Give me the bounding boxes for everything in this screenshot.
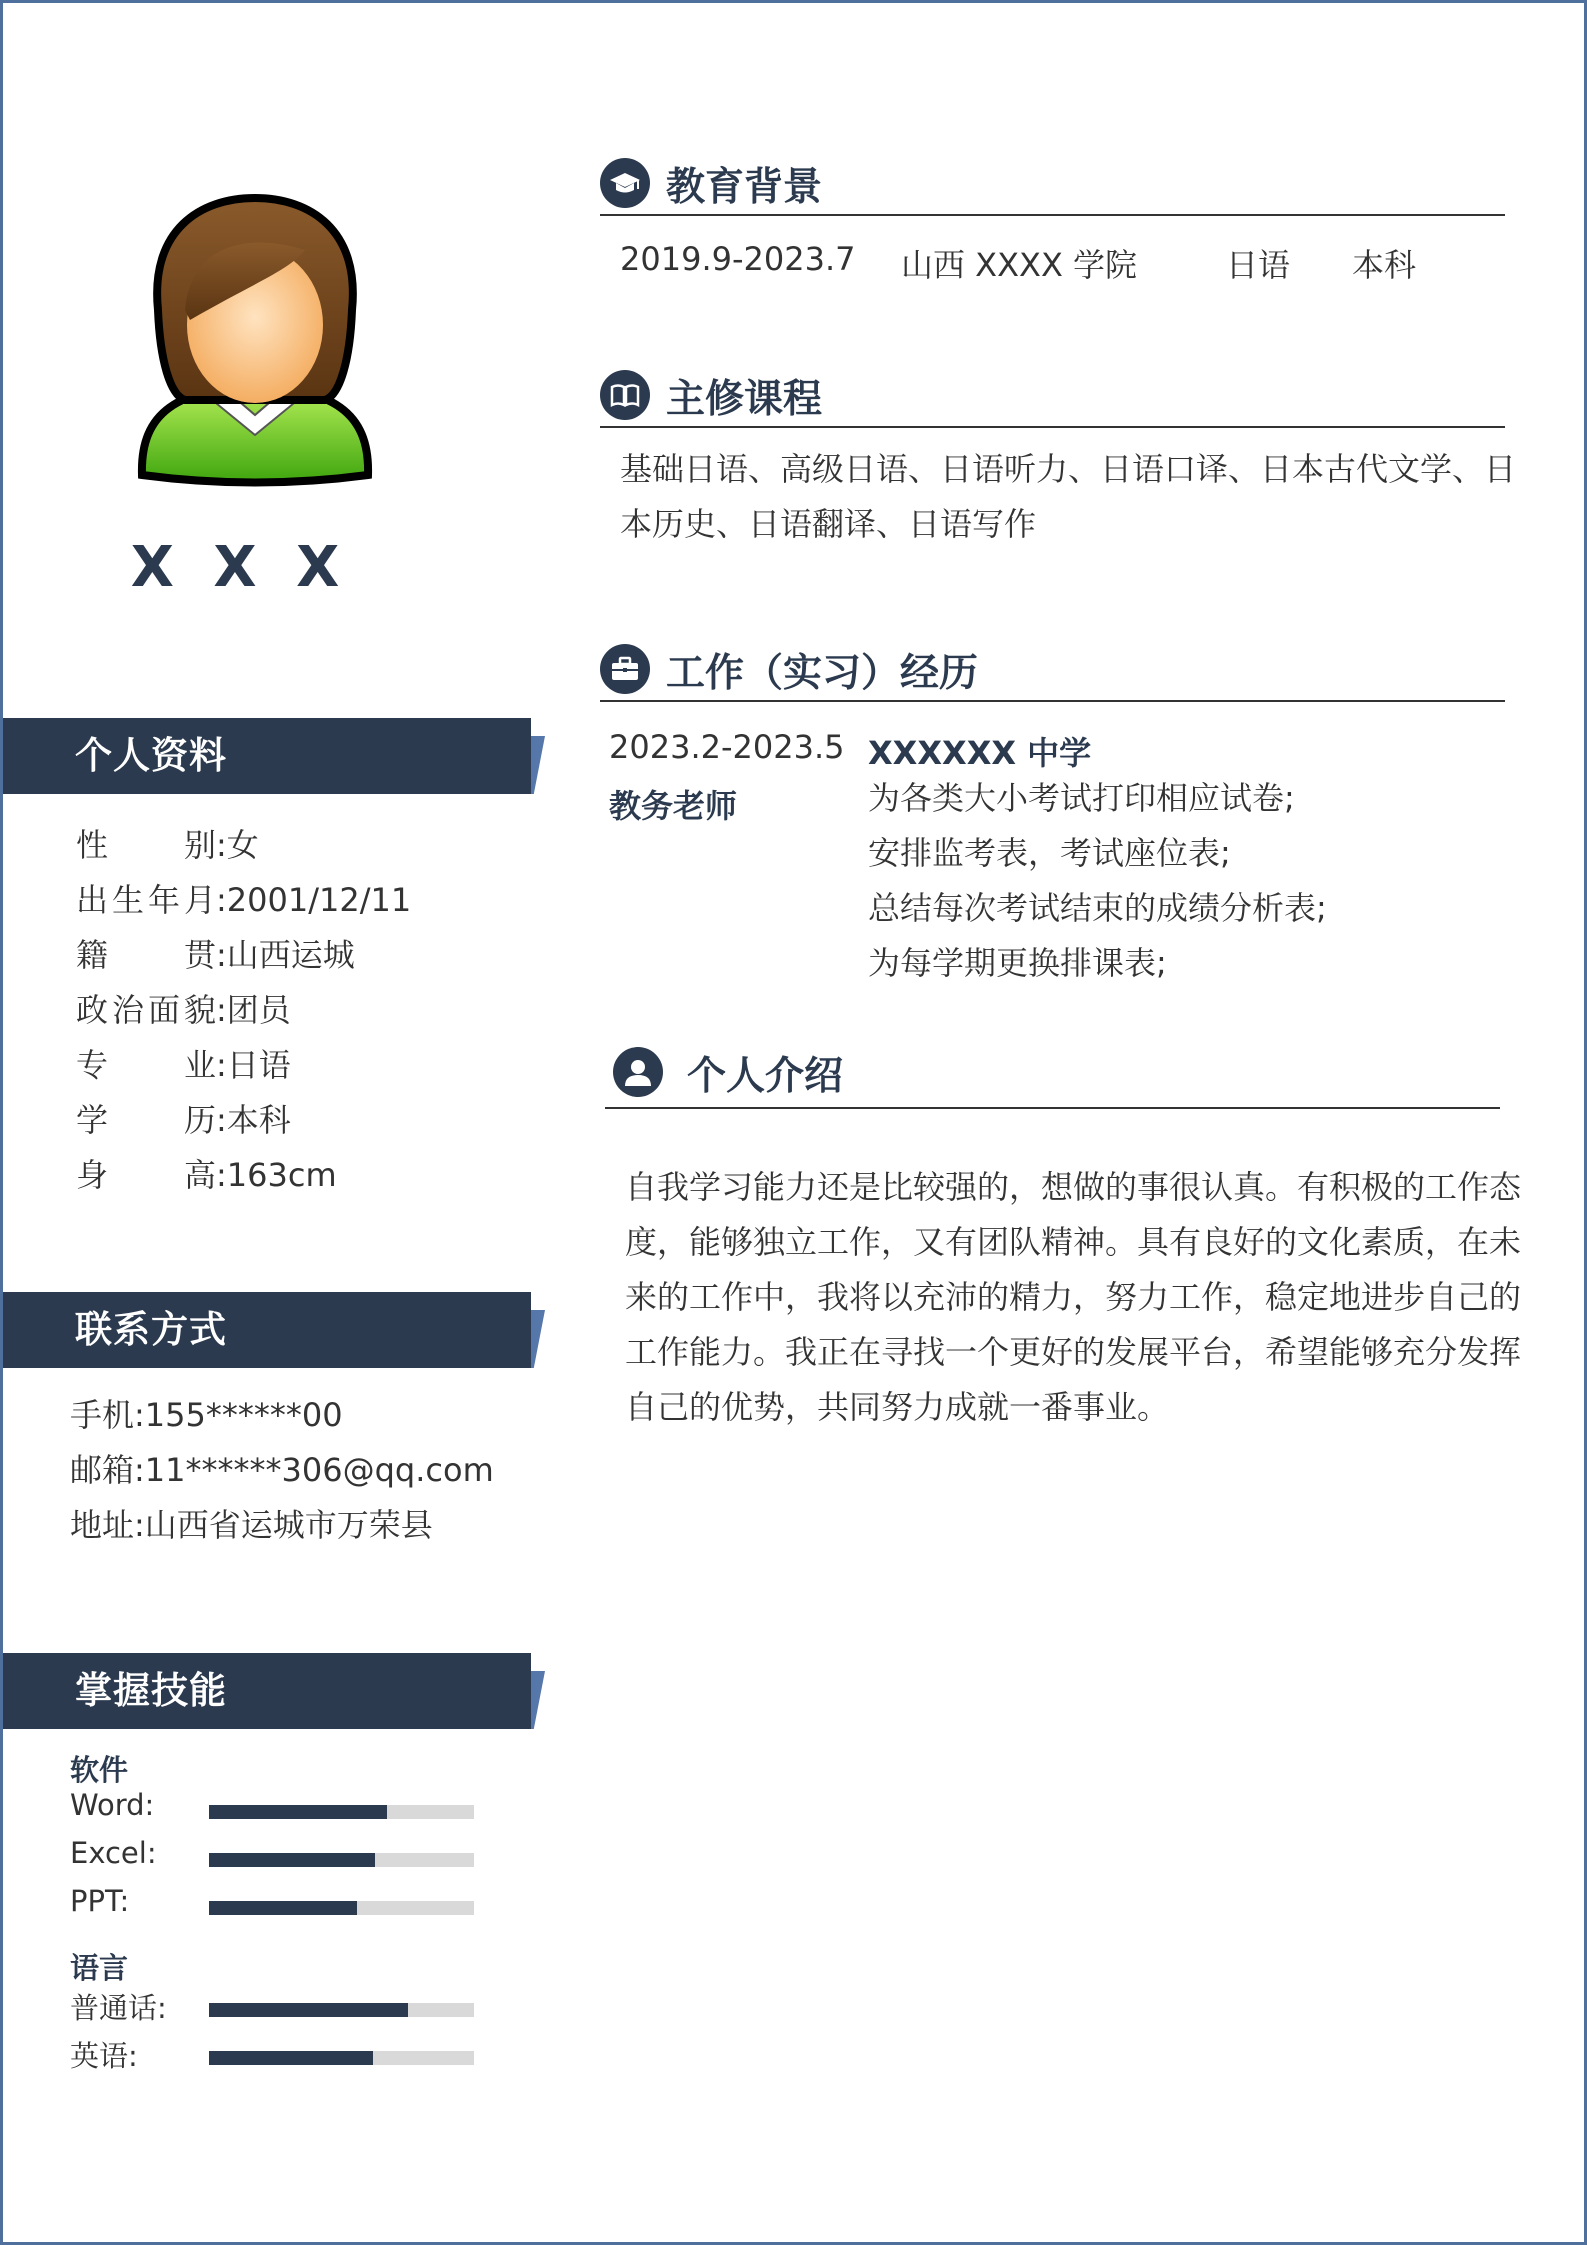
info-label: 身高 — [76, 1156, 216, 1194]
contact-list — [70, 1390, 494, 1555]
contact-label: 邮箱 — [70, 1451, 135, 1489]
skill-group-title: 语言 — [70, 1951, 129, 1985]
info-row-major: 专业:日语 — [76, 1040, 411, 1095]
skill-label: Word: — [70, 1788, 155, 1822]
info-label: 性别 — [76, 826, 216, 864]
skill-bar-fill — [209, 2003, 408, 2017]
skill-bar — [209, 1901, 474, 1915]
skill-row-ppt — [70, 1884, 490, 1932]
intro-text: 自我学习能力还是比较强的，想做的事很认真。有积极的工作态度，能够独立工作，又有团队精神。具有良好的文化素质，在未来的工作中，我将以充沛的精力，努力工作，稳定地进步自己的工作能力。我正在寻找一个更好的发展平台，希望能够充分发挥自己的优势，共同努力成就一番事业。 — [625, 1168, 1522, 1426]
info-value: 2001/12/11 — [226, 881, 412, 919]
skill-label: 英语: — [70, 2039, 138, 2073]
info-value: 山西运城 — [226, 936, 355, 974]
section-title: 主修课程 — [666, 377, 823, 422]
header-accent — [531, 1310, 545, 1368]
section-work — [600, 636, 1505, 996]
education-major: 日语 — [1226, 246, 1291, 284]
info-row-hometown: 籍贯:山西运城 — [76, 930, 411, 985]
skill-bar — [209, 1805, 474, 1819]
info-label: 学历 — [76, 1101, 216, 1139]
section-header — [605, 1035, 1500, 1109]
info-value: 163cm — [226, 1156, 337, 1194]
skill-row-english — [70, 2034, 490, 2082]
education-degree: 本科 — [1352, 246, 1417, 284]
section-header — [600, 362, 1505, 428]
work-company: XXXXXX 中学 — [868, 734, 1092, 772]
section-title: 个人资料 — [75, 734, 227, 777]
section-header-personal — [3, 718, 531, 794]
skill-row-excel — [70, 1836, 490, 1884]
education-school: 山西 XXXX 学院 — [901, 246, 1138, 284]
contact-row-phone: 手机:155******00 — [70, 1396, 343, 1434]
work-duty-item: 安排监考表，考试座位表; — [868, 834, 1231, 872]
section-title: 教育背景 — [666, 165, 823, 210]
contact-value: 11******306@qq.com — [144, 1451, 494, 1489]
skill-bar-fill — [209, 1805, 387, 1819]
info-value: 本科 — [226, 1101, 291, 1139]
info-label: 政治面貌 — [76, 991, 216, 1029]
user-icon — [613, 1047, 663, 1097]
skill-label: 普通话: — [70, 1991, 167, 2025]
graduation-cap-icon — [600, 158, 650, 208]
briefcase-icon — [600, 644, 650, 694]
skills-list — [70, 1748, 490, 2082]
skill-bar-fill — [209, 1853, 375, 1867]
skill-group-title: 软件 — [70, 1753, 129, 1787]
skill-label: PPT: — [70, 1884, 130, 1918]
education-period: 2019.9-2023.7 — [620, 240, 856, 278]
info-value: 女 — [226, 826, 259, 864]
info-value: 日语 — [226, 1046, 291, 1084]
section-intro — [605, 1035, 1522, 1435]
info-label: 出生年月 — [76, 881, 216, 919]
skill-bar — [209, 1853, 474, 1867]
section-title: 掌握技能 — [75, 1669, 227, 1712]
avatar-icon — [130, 190, 380, 490]
skill-bar-fill — [209, 2051, 373, 2065]
skill-bar-fill — [209, 1901, 357, 1915]
contact-value: 山西省运城市万荣县 — [144, 1506, 433, 1544]
header-accent — [531, 736, 545, 794]
section-header-skills — [3, 1653, 531, 1729]
section-education — [600, 150, 1505, 300]
work-duty-item: 为各类大小考试打印相应试卷; — [868, 779, 1295, 817]
section-title: 工作（实习）经历 — [666, 651, 979, 696]
section-header — [600, 636, 1505, 702]
work-role: 教务老师 — [609, 787, 738, 825]
skill-row-mandarin — [70, 1986, 490, 2034]
section-header-contact — [3, 1292, 531, 1368]
section-title: 联系方式 — [75, 1308, 227, 1351]
skill-row-word — [70, 1788, 490, 1836]
contact-label: 地址 — [70, 1506, 135, 1544]
skill-bar — [209, 2051, 474, 2065]
info-label: 籍贯 — [76, 936, 216, 974]
contact-value: 155******00 — [144, 1396, 343, 1434]
skill-bar — [209, 2003, 474, 2017]
work-duties — [868, 771, 1327, 991]
personal-info-list — [76, 820, 411, 1205]
book-icon — [600, 370, 650, 420]
info-row-height: 身高:163cm — [76, 1150, 411, 1205]
info-label: 专业 — [76, 1046, 216, 1084]
info-row-education: 学历:本科 — [76, 1095, 411, 1150]
section-header — [600, 150, 1505, 216]
person-name: X X X — [130, 535, 350, 600]
info-row-gender: 性别:女 — [76, 820, 411, 875]
work-duty-item: 总结每次考试结束的成绩分析表; — [868, 889, 1327, 927]
info-value: 团员 — [226, 991, 291, 1029]
section-courses — [600, 362, 1517, 562]
contact-label: 手机 — [70, 1396, 135, 1434]
contact-row-address: 地址:山西省运城市万荣县 — [70, 1506, 433, 1544]
contact-row-email: 邮箱:11******306@qq.com — [70, 1451, 494, 1489]
courses-text: 基础日语、高级日语、日语听力、日语口译、日本古代文学、日本历史、日语翻译、日语写作 — [620, 450, 1517, 543]
info-row-political: 政治面貌:团员 — [76, 985, 411, 1040]
skill-label: Excel: — [70, 1836, 157, 1870]
work-period: 2023.2-2023.5 — [609, 728, 845, 766]
section-title: 个人介绍 — [687, 1054, 844, 1099]
info-row-birth: 出生年月:2001/12/11 — [76, 875, 411, 930]
header-accent — [531, 1671, 545, 1729]
work-duty-item: 为每学期更换排课表; — [868, 944, 1167, 982]
